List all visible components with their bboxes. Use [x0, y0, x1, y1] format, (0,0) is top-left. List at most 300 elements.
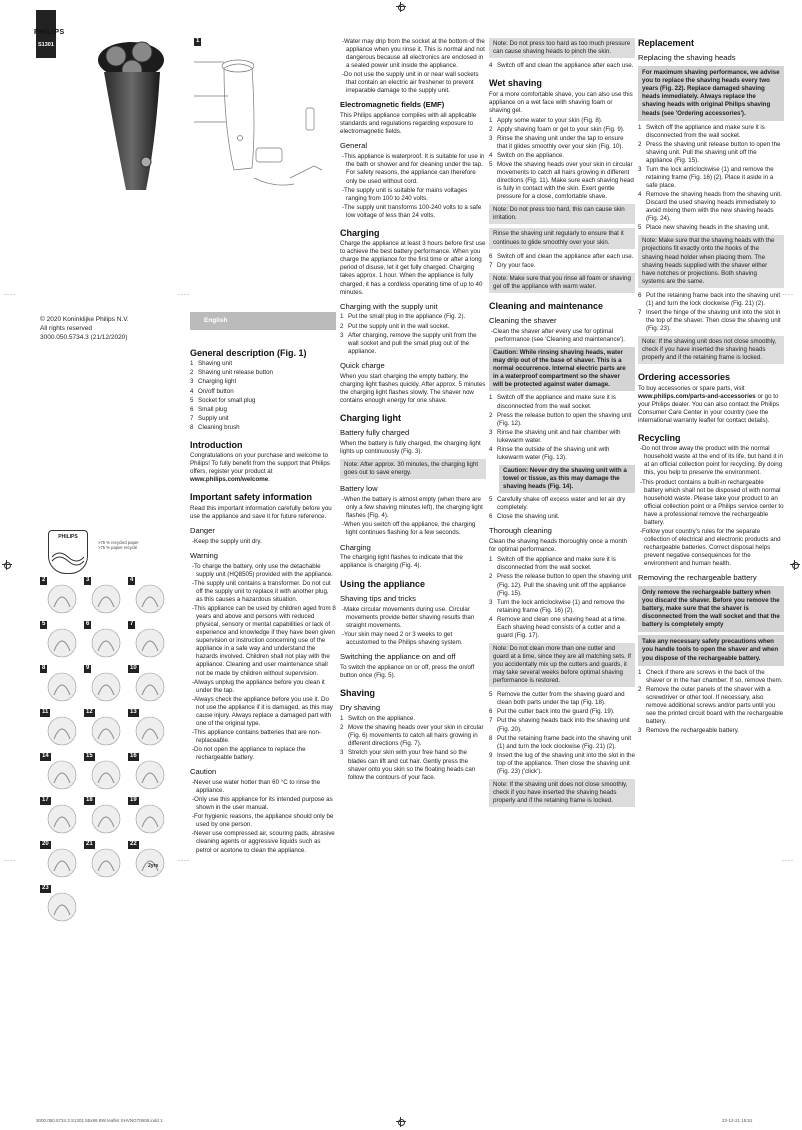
- paragraph: The charging light flashes to indicate that the appliance is charging (Fig. 4).: [340, 554, 463, 570]
- footer-left: 3000.050.5734.3 S1301 55x99 BW leaflet SHVNG70608.indd 1: [36, 1118, 163, 1123]
- list-item: [340, 715, 486, 723]
- list-item: [638, 141, 784, 165]
- danger-list: [190, 538, 336, 546]
- figure-cell: [84, 753, 124, 793]
- list-item: -The supply unit is suitable for mains voltages ranging from 100 to 240 volts.: [342, 186, 468, 202]
- list-item: [489, 513, 635, 521]
- list-item: [489, 117, 635, 125]
- brand-logo: PHILIPS: [34, 29, 65, 36]
- list-text: Remove the outer panels of the shaver with a screwdriver or other tool. If necessary, also remove additional screws and/or parts until you see the printed circuit board with the rechargeable battery.: [646, 685, 784, 725]
- list-text: Remove the shaving heads from the shaving unit. Discard the used shaving heads immediately to avoid mixing them with the new shaving heads (Fig. 24).: [646, 191, 782, 223]
- list-item: [489, 429, 635, 445]
- list-number: 1: [340, 313, 344, 321]
- list-number: 9: [489, 751, 493, 759]
- list-item: [638, 191, 784, 223]
- list-item: -This appliance contains batteries that are non-replaceable.: [192, 728, 321, 744]
- list-text: Rinse the outside of the shaving unit with lukewarm water (Fig. 13).: [497, 445, 610, 461]
- figure-cell: [40, 885, 80, 925]
- paragraph: Charge the appliance at least 3 hours before first use to achieve the best battery performance. When you charge the appliance for the first time or after a long period of disuse, let it get fully charged. Charging takes approx. 1 hour. When the appliance is fully charged, it has a cordless operating time of up to 40 minutes.: [340, 240, 486, 296]
- list-item: [638, 124, 784, 140]
- two-years-badge: 2yrs: [148, 863, 159, 869]
- list-number: 1: [638, 123, 642, 131]
- list-number: 2: [489, 411, 493, 419]
- copyright-line: © 2020 Koninklijke Philips N.V.: [40, 316, 129, 323]
- list-item: [489, 616, 635, 640]
- figure-number: 7: [130, 621, 134, 627]
- steps-list: [638, 292, 784, 333]
- list-text: Place new shaving heads in the shaving unit.: [646, 224, 770, 232]
- paragraph: [638, 385, 784, 425]
- welcome-link[interactable]: www.philips.com/welcome: [190, 476, 269, 484]
- list-item: -Never use compressed air, scouring pads, abrasive cleaning agents or aggressive liquids such as petrol or acetone to clean the appliance.: [192, 830, 335, 854]
- list-item: -Always check the appliance before you use it. Do not use the appliance if it is damaged, as this may cause injury. Always replace a damaged part with one of the original type.: [192, 695, 333, 727]
- eco-line: >75 % papier recyclé: [98, 545, 138, 551]
- figure-cell: [84, 841, 124, 881]
- caution-box: Caution: While rinsing shaving heads, water may drip out of the base of shaver. This is a normal occurrence. Internal electric parts are in a waterproof compartment so the shaver will be protected against water damage.: [489, 347, 635, 391]
- list-number: 6: [489, 708, 493, 716]
- figure-number: 18: [86, 797, 93, 803]
- figure-number: 21: [86, 841, 93, 847]
- list-text: Switch off and clean the appliance after each use.: [497, 62, 634, 70]
- list-text: Move the shaving heads over your skin in circular (Fig. 6) movements to catch all hairs growing in different directions (Fig. 7).: [348, 724, 484, 748]
- shaver-photo: [76, 20, 186, 200]
- figure-cell: [40, 709, 80, 749]
- figure-cell: [40, 797, 80, 837]
- list-text: Turn the lock anticlockwise (1) and remove the retaining frame (Fig. 16) (2).: [497, 598, 625, 614]
- clean-list: [489, 328, 635, 344]
- registration-mark-bottom: [396, 1117, 406, 1127]
- figure-number: 3: [86, 577, 90, 583]
- subsection-title: Cleaning the shaver: [489, 316, 557, 326]
- paragraph: Read this important information carefully before you use the appliance and save it for future reference.: [190, 504, 332, 520]
- list-number: 8: [190, 423, 194, 431]
- figure-number: 9: [86, 665, 90, 671]
- list-number: 4: [638, 191, 642, 199]
- caution-box: Caution: Never dry the shaving unit with a towel or tissue, as this may damage the shaving heads (Fig. 14).: [499, 465, 635, 493]
- list-item: -Do not open the appliance to replace the rechargeable battery.: [192, 746, 306, 762]
- list-text: Press the release button to open the shaving unit (Fig. 12).: [497, 411, 632, 427]
- list-text: Dry your face.: [497, 261, 536, 269]
- list-number: 6: [190, 405, 194, 413]
- list-number: 3: [638, 165, 642, 173]
- list-item: [489, 62, 635, 70]
- list-item: [638, 309, 784, 333]
- figure-cell: [84, 665, 124, 705]
- tips-list: [340, 606, 486, 647]
- paragraph: Congratulations on your purchase and welcome to Philips! To fully benefit from the support that Philips offers, register your product at www.philips.com/welcome.: [190, 452, 330, 484]
- registration-mark-top: [396, 2, 406, 12]
- list-number: 7: [489, 717, 493, 725]
- copyright-line: All rights reserved: [40, 324, 93, 332]
- list-text: Put the retaining frame back into the shaving unit (1) and turn the lock clockwise (Fig. 21) (2).: [646, 291, 781, 307]
- highlight-box: Take any necessary safety precautions when you handle tools to open the shaver and when you dispose of the rechargeable battery.: [638, 635, 784, 665]
- figure-number: 23: [42, 885, 49, 891]
- list-text: Switch off and clean the appliance after each use.: [497, 252, 634, 260]
- list-number: 6: [489, 252, 493, 260]
- warning-list-cont: [340, 38, 486, 95]
- list-item: [489, 573, 635, 597]
- list-item: -When the battery is almost empty (when there are only a few shaving minutes left), the charging light flashes (Fig. 4).: [342, 496, 483, 520]
- list-text: Apply some water to your skin (Fig. 8).: [497, 116, 603, 124]
- list-number: 3: [190, 378, 194, 386]
- list-number: 1: [489, 116, 493, 124]
- list-text: Put the cutter back into the guard (Fig. 19).: [497, 708, 615, 716]
- parts-link[interactable]: www.philips.com/parts-and-accessories: [638, 392, 756, 400]
- intro-text: Congratulations on your purchase and welcome to Philips! To fully benefit from the support that Philips offers, register your product at: [190, 452, 330, 476]
- list-item: [638, 669, 784, 685]
- subsection-title: Switching the appliance on and off: [340, 652, 456, 662]
- subsection-title: General: [340, 141, 368, 151]
- list-item: -Only use this appliance for its intended purpose as shown in the user manual.: [192, 796, 333, 812]
- product-cover: [36, 10, 160, 196]
- list-item: [190, 388, 336, 396]
- list-text: Socket for small plug: [198, 396, 256, 404]
- note-box: Note: Do not clean more than one cutter and guard at a time, since they are all matching sets. If you accidentally mix up the cutters and guards, it may take several weeks before optimal shaving performance is restored.: [489, 643, 635, 687]
- list-item: -Clean the shaver after every use for optimal performance (see 'Cleaning and maintenance').: [491, 328, 625, 344]
- steps-list: [340, 715, 486, 782]
- steps-list: [489, 253, 635, 270]
- note-box: Note: If the shaving unit does not close smoothly, check if you have inserted the shaving heads properly and if the retaining frame is locked.: [489, 779, 635, 807]
- list-text: Apply shaving foam or gel to your skin (Fig. 9).: [497, 125, 625, 133]
- figure-cell: [128, 665, 168, 705]
- figure-number: 16: [130, 753, 137, 759]
- list-item: [489, 496, 635, 512]
- list-number: 3: [340, 331, 344, 339]
- list-text: Turn the lock anticlockwise (1) and remove the retaining frame (Fig. 16) (2). Place it aside in a safe place.: [646, 165, 774, 190]
- list-number: 1: [489, 556, 493, 564]
- figure-cell: [128, 841, 168, 881]
- list-item: [340, 313, 486, 321]
- figure-number: 13: [130, 709, 137, 715]
- figure-cell: [40, 753, 80, 793]
- figure-cell: [128, 709, 168, 749]
- list-item: -The supply unit transforms 100-240 volts to a safe low voltage of less than 24 volts.: [342, 203, 482, 219]
- subsection-title: Caution: [190, 767, 217, 777]
- figure-number: 6: [86, 621, 90, 627]
- figure-cell: [128, 753, 168, 793]
- list-item: -Your skin may need 2 or 3 weeks to get accustomed to the Philips shaving system.: [342, 630, 463, 646]
- section-title: Wet shaving: [489, 78, 542, 89]
- list-number: 2: [489, 573, 493, 581]
- figure-number: 4: [130, 577, 134, 583]
- list-item: -For hygienic reasons, the appliance should only be used by one person.: [192, 813, 334, 829]
- list-number: 5: [489, 691, 493, 699]
- figure-number: 20: [42, 841, 49, 847]
- shaver-line-drawing: [194, 38, 344, 198]
- steps-list: [489, 691, 635, 776]
- list-number: 2: [340, 724, 344, 732]
- list-item: [190, 378, 336, 386]
- figure-cell: [128, 577, 168, 617]
- list-number: 2: [190, 369, 194, 377]
- list-number: 5: [489, 161, 493, 169]
- list-item: -When you switch off the appliance, the charging light continues flashing for a few seconds.: [342, 521, 476, 537]
- list-text: Remove the rechargeable battery.: [646, 727, 740, 734]
- philips-shield-logo: PHILIPS: [48, 530, 88, 574]
- paragraph: Clean the shaving heads thoroughly once a month for optimal performance.: [489, 538, 627, 554]
- list-item: [489, 708, 635, 716]
- list-number: 5: [489, 496, 493, 504]
- figure-number: 5: [42, 621, 46, 627]
- column-1: [190, 340, 336, 856]
- list-text: Rinse the shaving unit and hair chamber with lukewarm water.: [497, 428, 621, 444]
- order-text: To buy accessories or spare parts, visit: [638, 384, 745, 392]
- list-text: Shaving unit: [198, 360, 233, 368]
- list-item: -The supply unit contains a transformer. Do not cut off the supply unit to replace it with another plug, as this causes a hazardous situation.: [192, 579, 331, 603]
- list-item: [638, 292, 784, 308]
- list-number: 3: [638, 727, 642, 734]
- list-item: [190, 369, 336, 377]
- list-number: 7: [190, 414, 194, 422]
- copyright-line: 3000.050.5734.3 (21/12/2020): [40, 333, 128, 341]
- subsection-title: Charging: [340, 542, 371, 552]
- list-item: [638, 224, 784, 232]
- fold-mark: ----: [4, 858, 16, 864]
- note-box: Note: If the shaving unit does not close smoothly, check if you have inserted the shaving heads properly and if the retaining frame is locked.: [638, 336, 784, 364]
- figure-cell: [128, 797, 168, 837]
- list-item: -Always unplug the appliance before you clean it under the tap.: [192, 678, 325, 694]
- list-item: [190, 415, 336, 423]
- list-number: 3: [489, 134, 493, 142]
- figure-number: 14: [42, 753, 49, 759]
- steps-list: [489, 556, 635, 640]
- list-text: On/off button: [198, 387, 234, 395]
- figure-cell: [128, 621, 168, 661]
- subsection-title: Dry shaving: [340, 703, 381, 713]
- section-title: Charging light: [340, 412, 401, 423]
- recycling-list: [638, 445, 784, 568]
- figure-number: 10: [130, 665, 137, 671]
- subsection-title: Charging with the supply unit: [340, 301, 438, 311]
- section-title: Recycling: [638, 432, 681, 443]
- list-text: Supply unit: [198, 414, 229, 422]
- subsection-title: Removing the rechargeable battery: [638, 573, 757, 583]
- list-number: 2: [340, 322, 344, 330]
- list-number: 3: [340, 749, 344, 757]
- figure-number: 17: [42, 797, 49, 803]
- list-text: Put the supply unit in the wall socket.: [348, 322, 450, 330]
- list-item: [638, 686, 784, 726]
- section-title: General description (Fig. 1): [190, 348, 307, 358]
- footer-right: 22-12-21 15:51: [722, 1118, 753, 1123]
- battery-low-list: [340, 496, 486, 537]
- general-list: [340, 153, 486, 220]
- list-item: [489, 394, 635, 410]
- list-item: [638, 166, 784, 190]
- figure-cell: [40, 841, 80, 881]
- figure-cell: [40, 621, 80, 661]
- column-2: [340, 38, 486, 783]
- list-text: After charging, remove the supply unit from the wall socket and pull the small plug out of the appliance.: [348, 331, 477, 355]
- list-item: [340, 724, 486, 748]
- list-number: 3: [489, 598, 493, 606]
- fold-mark: ----: [178, 292, 190, 298]
- list-text: Switch off the appliance and make sure it is disconnected from the wall socket.: [497, 556, 616, 572]
- paragraph: When you start charging the empty battery, the charging light flashes quickly. After approx. 5 minutes the charging light flashes slowly. The shaver now contains enough energy for one shave.: [340, 372, 486, 404]
- list-number: 1: [340, 715, 344, 723]
- list-item: [489, 752, 635, 776]
- list-item: [489, 735, 635, 751]
- list-text: Stretch your skin with your free hand so the blades can lift and cut hair. Gently press the shaver onto you skin so the floating heads can follow the contours of your face.: [348, 749, 476, 781]
- list-item: [190, 397, 336, 405]
- list-item: [489, 262, 635, 270]
- figure-cell: [84, 709, 124, 749]
- note-box: Note: After approx. 30 minutes, the charging light goes out to save energy.: [340, 459, 486, 479]
- steps-list: [638, 669, 784, 736]
- order-text: or go to your Philips dealer. You can also contact the Philips Consumer Care Center in your country (see the international warranty leaflet for contact details).: [638, 392, 780, 424]
- figure-number: 15: [86, 753, 93, 759]
- list-item: -This appliance can be used by children aged from 8 years and above and persons with reduced physical, sensory or mental capabilities or lack of experience and knowledge if they have been given supervision or instruction concerning use of the appliance in a safe way and understand the hazards involved. Children shall not play with the appliance. Cleaning and user maintenance shall not be made by children without supervision.: [192, 605, 336, 677]
- figure-number: 2: [42, 577, 46, 583]
- list-item: [489, 253, 635, 261]
- list-text: Switch off the appliance and make sure it is disconnected from the wall socket.: [646, 123, 765, 139]
- list-text: Insert the hinge of the shaving unit into the slot in the top of the shaver. Then close the shaving unit (Fig. 23).: [646, 308, 781, 333]
- list-item: -Do not use the supply unit in or near wall sockets that contain an electric air freshener to prevent irreparable damage to the supply unit.: [342, 71, 479, 95]
- figure-number: 8: [42, 665, 46, 671]
- list-text: Carefully shake off excess water and let air dry completely.: [497, 496, 626, 512]
- steps-list: [489, 117, 635, 202]
- copyright-block: [40, 316, 129, 342]
- registration-mark-right: [790, 560, 800, 570]
- list-text: Cleaning brush: [198, 423, 240, 431]
- list-item: [638, 727, 784, 735]
- list-item: -Follow your country's rules for the separate collection of electrical and electronic products and rechargeable batteries. Correct disposal helps prevent negative consequences for the environment and human health.: [640, 527, 781, 568]
- figure-number: 1: [196, 38, 200, 44]
- list-number: 2: [638, 140, 642, 148]
- list-text: Shaving unit release button: [198, 369, 273, 377]
- list-text: Press the shaving unit release button to open the shaving unit. Pull the shaving unit off the appliance (Fig. 15).: [646, 140, 781, 164]
- warning-list: [190, 563, 336, 763]
- figure-cell: [84, 797, 124, 837]
- note-box: Note: Do not press too hard, this can cause skin irritation.: [489, 204, 635, 224]
- list-item: [489, 599, 635, 615]
- figure-number: 22: [130, 841, 137, 847]
- figure-cell: [84, 577, 124, 617]
- list-item: [190, 424, 336, 432]
- list-text: Switch on the appliance.: [348, 715, 416, 723]
- paragraph: For a more comfortable shave, you can also use this appliance on a wet face with shaving foam or shaving gel.: [489, 90, 633, 114]
- section-title: Ordering accessories: [638, 372, 731, 383]
- subsection-title: Electromagnetic fields (EMF): [340, 100, 445, 110]
- fold-mark: ----: [4, 292, 16, 298]
- note-box: Note: Do not press too hard as too much pressure can cause shaving heads to pinch the skin.: [489, 38, 635, 58]
- list-text: Small plug: [198, 405, 227, 413]
- steps-list: [638, 124, 784, 233]
- list-item: -This appliance is waterproof. It is suitable for use in the bath or shower and for cleaning under the tap. For safety reasons, the appliance can therefore only be used without cord.: [342, 153, 485, 185]
- fold-mark: ----: [782, 858, 794, 864]
- list-item: [489, 556, 635, 572]
- caution-list: [190, 779, 336, 855]
- list-item: [489, 412, 635, 428]
- subsection-title: Battery fully charged: [340, 428, 410, 438]
- list-number: 2: [489, 125, 493, 133]
- figure-number: 19: [130, 797, 137, 803]
- fold-mark: ----: [178, 858, 190, 864]
- list-number: 4: [489, 615, 493, 623]
- steps-list: [489, 496, 635, 521]
- list-item: [489, 126, 635, 134]
- list-item: [489, 161, 635, 201]
- list-item: [340, 323, 486, 331]
- list-item: -This product contains a built-in rechargeable battery which shall not be disposed of with normal household waste. Please take your product to an official collection point or a Philips service center to have a professional remove the rechargeable battery.: [640, 478, 784, 526]
- list-item: [340, 749, 486, 781]
- highlight-box: For maximum shaving performance, we advise you to replace the shaving heads every two years (Fig. 22). Replace damaged shaving heads immediately. Always replace the shaving heads with original Philips shaving heads (see 'Ordering accessories').: [638, 66, 784, 120]
- list-item: [190, 406, 336, 414]
- registration-mark-left: [2, 560, 12, 570]
- list-number: 1: [489, 394, 493, 402]
- list-number: 4: [489, 62, 493, 70]
- note-box: Note: Make sure that the shaving heads with the projections fit exactly onto the hooks of the shaving head holder when placing them. The shaving heads supplied with the shaver either have notches or projections. Both shaving systems are the same.: [638, 235, 784, 287]
- section-title: Important safety information: [190, 492, 313, 503]
- column-4: [638, 38, 784, 736]
- list-text: Remove the cutter from the shaving guard and clean both parts under the tap (Fig. 18).: [497, 691, 625, 707]
- figure-cell: [40, 665, 80, 705]
- paragraph: This Philips appliance complies with all applicable standards and regulations regarding exposure to electromagnetic fields.: [340, 112, 477, 136]
- column-3: [489, 38, 635, 811]
- note-box: Note: Make sure that you rinse all foam or shaving gel off the appliance with warm water.: [489, 273, 635, 293]
- list-number: 8: [489, 734, 493, 742]
- list-text: Press the release button to open the shaving unit (Fig. 12). Pull the shaving unit off the appliance (Fig. 15).: [497, 573, 632, 597]
- section-title: Replacement: [638, 38, 695, 48]
- note-box: Rinse the shaving unit regularly to ensure that it continues to glide smoothly over your skin.: [489, 228, 635, 248]
- figure-number: 12: [86, 709, 93, 715]
- paragraph: When the battery is fully charged, the charging light lights up continuously (Fig. 3).: [340, 440, 481, 456]
- list-item: [190, 360, 336, 368]
- list-text: Put the shaving heads back into the shaving unit (Fig. 20).: [497, 717, 630, 733]
- list-item: [489, 717, 635, 733]
- section-title: Charging: [340, 227, 380, 238]
- subsection-title: Danger: [190, 525, 215, 535]
- list-number: 2: [638, 685, 642, 693]
- list-text: Switch off the appliance and make sure it is disconnected from the wall socket.: [497, 394, 616, 410]
- fold-mark: ----: [782, 292, 794, 298]
- list-text: Check if there are screws in the back of the shaver or in the hair chamber. If so, remove them.: [646, 668, 783, 684]
- eco-line: >75 % recycled paper: [98, 540, 139, 545]
- list-item: [489, 691, 635, 707]
- list-item: -To charge the battery, only use the detachable supply unit (HQ8505) provided with the appliance.: [192, 562, 333, 578]
- list-item: [340, 332, 486, 356]
- subsection-title: Thorough cleaning: [489, 526, 552, 536]
- section-title: Using the appliance: [340, 578, 426, 589]
- figure-cell: [40, 577, 80, 617]
- subsection-title: Battery low: [340, 484, 378, 494]
- figure-cell: [84, 621, 124, 661]
- subsection-title: Shaving tips and tricks: [340, 593, 416, 603]
- subsection-title: Quick charge: [340, 360, 385, 370]
- list-text: Put the small plug in the appliance (Fig. 2).: [348, 313, 466, 321]
- list-number: 1: [190, 360, 194, 368]
- subsection-title: Warning: [190, 550, 218, 560]
- list-item: -Water may drip from the socket at the bottom of the appliance when you rinse it. This is normal and not dangerous because all electronics are enclosed in a sealed power unit inside the appliance.: [342, 38, 485, 70]
- eco-label: [98, 540, 139, 551]
- figure-number: 11: [42, 709, 49, 715]
- list-item: -Never use water hotter than 60 °C to rinse the appliance.: [192, 779, 321, 795]
- language-tab: English: [190, 312, 336, 330]
- list-item: -Keep the supply unit dry.: [192, 537, 262, 545]
- section-title: Cleaning and maintenance: [489, 300, 604, 311]
- figure-1: [194, 38, 344, 198]
- list-text: Move the shaving heads over your skin in circular movements to catch all hairs growing in different directions (Fig. 11). Make sure each shaving head is fully in contact with the skin. Exert gentle pressure for a close, comfortable shave.: [497, 161, 634, 201]
- list-text: Close the shaving unit.: [497, 513, 560, 521]
- list-number: 5: [638, 224, 642, 232]
- list-text: Put the retaining frame back into the shaving unit (1) and turn the lock clockwise (Fig. 21) (2).: [497, 734, 632, 750]
- list-text: Insert the lug of the shaving unit into the slot in the top of the appliance. Then close the shaving unit (Fig. 23) ('click').: [497, 751, 635, 775]
- list-number: 5: [190, 396, 194, 404]
- steps-list: [489, 394, 635, 462]
- paragraph: To switch the appliance on or off, press the on/off button once (Fig. 5).: [340, 663, 475, 679]
- subsection-title: Replacing the shaving heads: [638, 53, 736, 63]
- list-item: [489, 152, 635, 160]
